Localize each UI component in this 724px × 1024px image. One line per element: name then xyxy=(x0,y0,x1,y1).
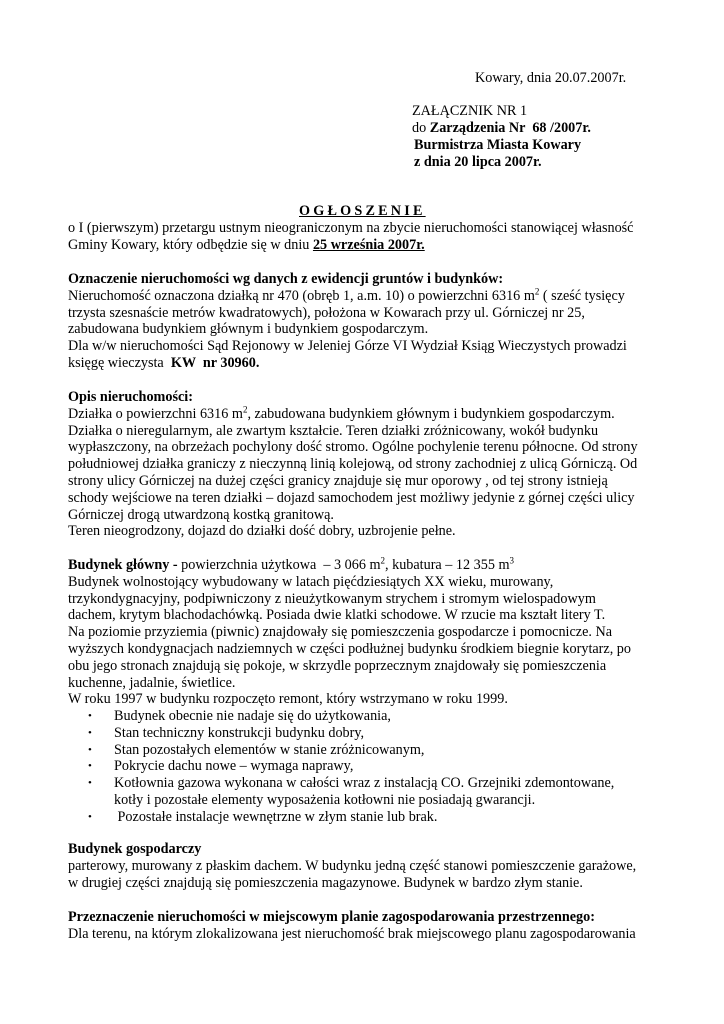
intro-line-2-text: Gminy Kowary, który odbędzie się w dniu xyxy=(68,236,313,253)
designation-line-1-text: Nieruchomość oznaczona działką nr 470 (obręb 1, a.m. 10) o powierzchni 6316 m xyxy=(68,287,535,304)
bullet-icon: • xyxy=(88,777,92,790)
cubature: , kubatura – 12 355 m xyxy=(385,557,510,573)
designation-line-1 xyxy=(68,288,658,305)
designation-heading: Oznaczenie nieruchomości wg danych z ewidencji gruntów i budynków: xyxy=(68,271,504,287)
list-item-text: Budynek obecnie nie nadaje się do użytkowania, xyxy=(114,708,391,724)
document-title: OGŁOSZENIE xyxy=(299,203,426,219)
auction-date: 25 września 2007r. xyxy=(312,236,425,253)
list-item xyxy=(86,708,658,725)
list-item-text: Pozostałe instalacje wewnętrzne w złym stanie lub brak. xyxy=(114,808,438,825)
area-unit-sup: 2 xyxy=(380,555,385,566)
list-item-continuation: kotły i pozostałe elementy wyposażenia kotłowni nie posiadają gwarancji. xyxy=(114,791,536,808)
list-item-text: Kotłownia gazowa wykonana w całości wraz z instalacją CO. Grzejniki zdemontowane, xyxy=(114,775,615,792)
description-line-1 xyxy=(68,406,658,423)
ordinance-ref xyxy=(412,120,591,137)
main-building-line-4: Na poziomie przyziemia (piwnic) znajdowały się pomieszczenia gospodarcze i pomocnicze. Na xyxy=(68,624,613,641)
main-building-line-7: kuchenne, jadalnie, świetlice. xyxy=(68,674,236,691)
bullet-icon: • xyxy=(88,760,92,773)
intro-paragraph xyxy=(68,220,658,254)
description-line-3: wypłaszczony, na obrzeżach pochylony dość stromo. Ogólne pochylenie terenu północne. Od strony xyxy=(68,439,638,456)
list-item xyxy=(86,809,658,826)
main-building-line-3: dachem, krytym blachodachówką. Posiada dwie klatki schodowe. W rzucie ma kształt litery T. xyxy=(68,607,606,624)
description-line-1-text: Działka o powierzchni 6316 m xyxy=(68,405,243,422)
description-line-7: Górniczej drogą utwardzoną kostką granitową. xyxy=(68,506,334,523)
utility-building-line-2: w drugiej części znajdują się pomieszczenia magazynowe. Budynek w bardzo złym stanie. xyxy=(68,874,583,891)
designation-line-2: trzysta szesnaście metrów kwadratowych), położona w Kowarach przy ul. Górniczej nr 25, xyxy=(68,304,585,321)
list-item xyxy=(86,775,658,809)
designation-line-3: zabudowana budynkiem głównym i budynkiem gospodarczym. xyxy=(68,321,429,338)
designation-line-5 xyxy=(68,355,658,372)
bullet-icon: • xyxy=(88,726,92,739)
main-building-section xyxy=(68,557,658,708)
ordinance-prefix: do xyxy=(412,120,430,136)
land-register-number: KW nr 30960. xyxy=(170,354,260,371)
condition-list xyxy=(86,708,658,826)
utility-building-heading: Budynek gospodarczy xyxy=(68,841,202,857)
description-line-4: południowej działka graniczy z nieczynną linią kolejową, od strony zachodniej z ulicą Górniczą. Od xyxy=(68,456,638,473)
purpose-heading: Przeznaczenie nieruchomości w miejscowym planie zagospodarowania przestrzennego: xyxy=(68,909,595,925)
purpose-section xyxy=(68,909,658,943)
area-unit-sup: 2 xyxy=(242,404,248,415)
main-building-heading: Budynek główny - xyxy=(68,557,182,573)
utility-building-section xyxy=(68,841,658,891)
designation-section xyxy=(68,271,658,372)
list-item xyxy=(86,758,658,775)
list-item-text: Pokrycie dachu nowe – wymaga naprawy, xyxy=(114,758,354,775)
intro-line-1: o I (pierwszym) przetargu ustnym nieograniczonym na zbycie nieruchomości stanowiącej własność xyxy=(68,220,634,236)
list-item-text: Stan pozostałych elementów w stanie zróżnicowanym, xyxy=(114,741,425,758)
bullet-icon: • xyxy=(88,743,92,756)
area-unit-sup: 2 xyxy=(534,286,540,297)
utility-building-line-1: parterowy, murowany z płaskim dachem. W budynku jedną część stanowi pomieszczenie garażowe, xyxy=(68,857,637,874)
description-section xyxy=(68,389,658,540)
designation-line-4: Dla w/w nieruchomości Sąd Rejonowy w Jeleniej Górze VI Wydział Ksiąg Wieczystych prowadzi xyxy=(68,338,627,355)
usable-area: powierzchnia użytkowa – 3 066 m xyxy=(181,557,381,573)
list-item-text: Stan techniczny konstrukcji budynku dobry, xyxy=(114,724,365,741)
main-building-line-2: trzykondygnacyjny, podpiwniczony z nieużytkowanym strychem i stromym wielospadowym xyxy=(68,590,596,607)
description-line-5: strony ulicy Górniczej na dużej części granicy znajduje się mur oporowy , od tej strony istnieją xyxy=(68,472,608,489)
list-item xyxy=(86,725,658,742)
place-date: Kowary, dnia 20.07.2007r. xyxy=(475,70,627,86)
land-register-text: księgę wieczysta xyxy=(68,354,171,371)
main-building-header xyxy=(68,557,658,574)
purpose-line-1: Dla terenu, na którym zlokalizowana jest nieruchomość brak miejscowego planu zagospodarowania xyxy=(68,925,636,942)
list-item xyxy=(86,742,658,759)
designation-line-1-tail: ( sześć tysięcy xyxy=(539,287,625,304)
description-line-8: Teren nieogrodzony, dojazd do działki dość dobry, uzbrojenie pełne. xyxy=(68,523,456,540)
description-line-6: schody wejściowe na teren działki – dojazd samochodem jest możliwy jedynie z górnej części ulicy xyxy=(68,489,635,506)
description-line-2: Działka o nieregularnym, ale zwartym kształcie. Teren działki zróżnicowany, wokół budynku xyxy=(68,422,599,439)
main-building-line-1: Budynek wolnostojący wybudowany w latach pięćdziesiątych XX wieku, murowany, xyxy=(68,573,554,590)
attachment-label: ZAŁĄCZNIK NR 1 xyxy=(412,103,528,119)
main-building-line-8: W roku 1997 w budynku rozpoczęto remont, który wstrzymano w roku 1999. xyxy=(68,691,508,708)
description-heading: Opis nieruchomości: xyxy=(68,389,193,405)
intro-line-2 xyxy=(68,237,658,254)
main-building-line-5: wyższych kondygnacjach nadziemnych w części podłużnej budynku środkiem biegnie korytarz, po xyxy=(68,640,631,657)
ordinance-date: z dnia 20 lipca 2007r. xyxy=(414,154,542,170)
bullet-icon: • xyxy=(88,810,92,823)
bullet-icon: • xyxy=(88,710,92,722)
volume-unit-sup: 3 xyxy=(509,555,515,566)
ordinance-number: Zarządzenia Nr 68 /2007r. xyxy=(429,120,591,136)
main-building-line-6: obu jego stronach znajdują się pokoje, w skrzydle poprzecznym znajdowały się pomieszczenia xyxy=(68,657,607,674)
mayor-line: Burmistrza Miasta Kowary xyxy=(414,137,582,153)
description-line-1-tail: , zabudowana budynkiem głównym i budynkiem gospodarczym. xyxy=(247,405,615,422)
